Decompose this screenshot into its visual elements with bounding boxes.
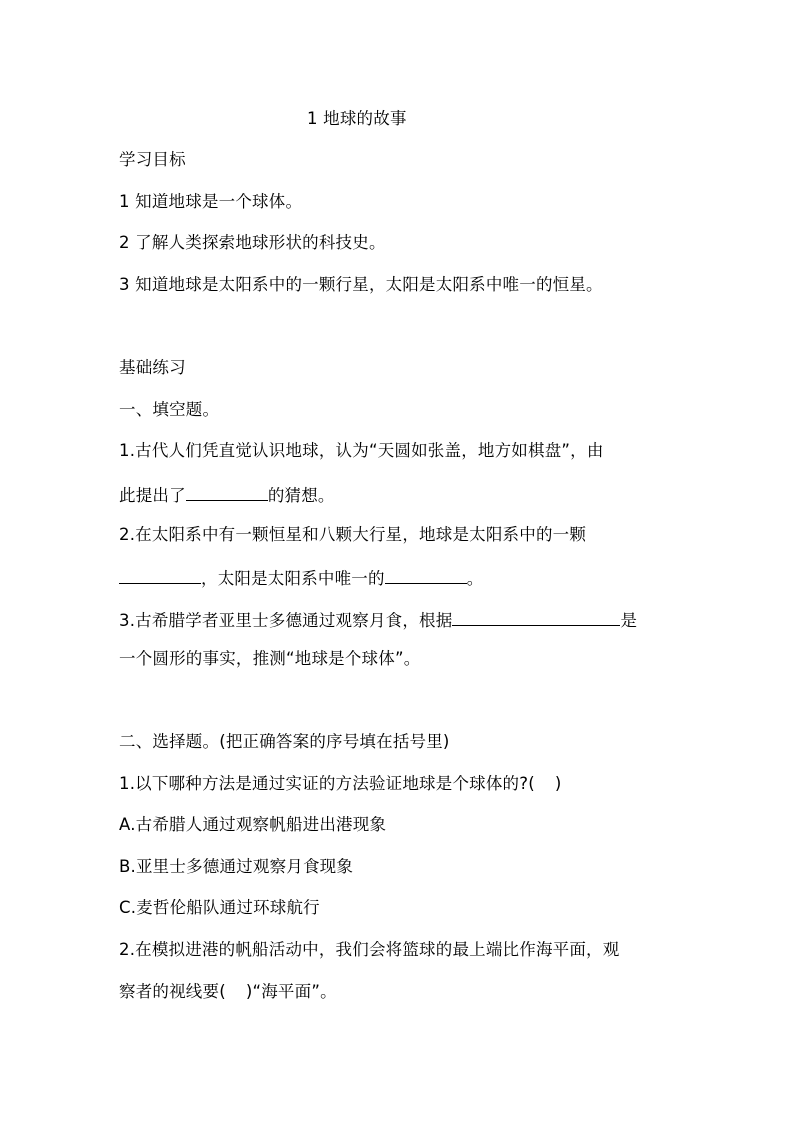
choice-q1-option-c: C.麦哲伦船队通过环球航行 (119, 898, 320, 917)
fill-q3-line2: 一个圆形的事实，推测“地球是个球体”。 (119, 649, 421, 668)
fill-q2-blank-2[interactable] (385, 565, 467, 584)
choice-q2-text-before: 察者的视线要( (119, 982, 226, 1001)
fill-q1-text-before: 此提出了 (119, 486, 186, 505)
fill-section-heading: 一、填空题。 (119, 400, 220, 419)
objectives-heading: 学习目标 (119, 150, 186, 169)
choice-q1-option-a: A.古希腊人通过观察帆船进出港现象 (119, 815, 387, 834)
fill-q2-line2 (119, 565, 483, 590)
fill-q3-blank[interactable] (452, 607, 620, 626)
fill-q1-line2 (119, 482, 335, 507)
choice-q1-text-before: 1.以下哪种方法是通过实证的方法验证地球是个球体的?( (119, 774, 535, 793)
fill-q1-blank[interactable] (186, 482, 268, 501)
choice-q1-stem (119, 773, 561, 795)
choice-q1-text-after: ) (554, 774, 562, 793)
fill-q3-line1 (119, 607, 637, 632)
choice-q2-line1: 2.在模拟进港的帆船活动中，我们会将篮球的最上端比作海平面，观 (119, 940, 620, 959)
choice-section-heading: 二、选择题。(把正确答案的序号填在括号里) (119, 732, 450, 751)
fill-q2-text-middle: ，太阳是太阳系中唯一的 (201, 569, 385, 588)
fill-q3-text-before: 3.古希腊学者亚里士多德通过观察月食，根据 (119, 611, 453, 630)
fill-q3-text-after: 是 (620, 611, 638, 630)
objective-item-3: 3 知道地球是太阳系中的一颗行星，太阳是太阳系中唯一的恒星。 (119, 275, 603, 294)
fill-q2-line1: 2.在太阳系中有一颗恒星和八颗大行星，地球是太阳系中的一颗 (119, 525, 587, 544)
choice-q1-option-b: B.亚里士多德通过观察月食现象 (119, 857, 354, 876)
choice-q2-line2 (119, 981, 337, 1003)
objective-item-2: 2 了解人类探索地球形状的科技史。 (119, 233, 386, 252)
fill-q1-line1: 1.古代人们凭直觉认识地球，认为“天圆如张盖，地方如棋盘”，由 (119, 441, 604, 460)
fill-q2-text-after: 。 (466, 569, 484, 588)
fill-q1-text-after: 的猜想。 (267, 486, 335, 505)
fill-q2-blank-1[interactable] (119, 565, 201, 584)
choice-q2-text-after: )“海平面”。 (245, 982, 337, 1001)
objective-item-1: 1 知道地球是一个球体。 (119, 192, 303, 211)
practice-heading: 基础练习 (119, 358, 186, 377)
lesson-title: 1 地球的故事 (307, 109, 407, 128)
